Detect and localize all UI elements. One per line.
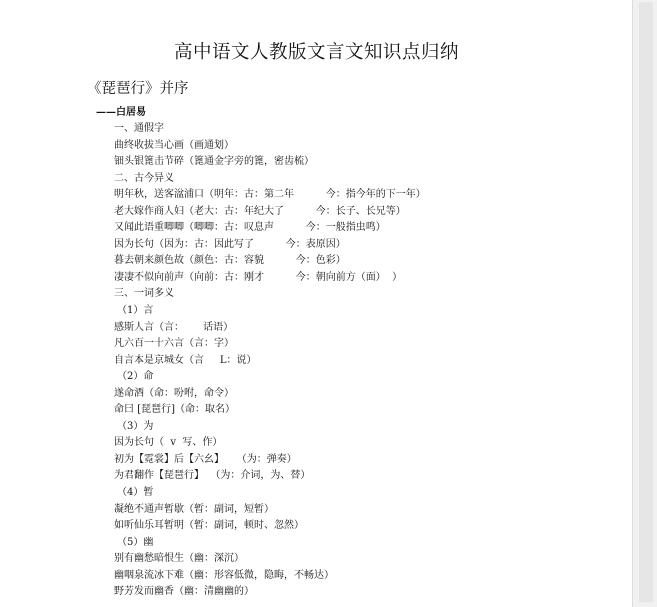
document-line: 因为长句（因为：古：因此写了 今：表原因） — [114, 238, 346, 250]
document-line: （1）言 — [117, 305, 154, 317]
document-line: 钿头银篦击节碎（篦通金字旁的篦，密齿梳） — [114, 156, 314, 168]
document-line: 遂命酒（命：吩咐，命令） — [114, 387, 234, 399]
document-line: 曲终收拔当心画（画通划） — [114, 139, 234, 151]
document-line: 二、古今异义 — [114, 172, 174, 184]
document-line: 一、通假字 — [114, 123, 164, 134]
document-author: ——白居易 — [96, 107, 146, 118]
document-line: 感斯人言（言： 话语） — [114, 321, 234, 333]
document-line: （3）为 — [117, 420, 154, 432]
document-line: 三、一词多义 — [114, 288, 174, 300]
document-body — [114, 121, 426, 601]
document-line: （4）暂 — [117, 487, 154, 499]
document-line: 命曰 [琵琶行]（命：取名） — [114, 404, 235, 416]
document-line: 凡六百一十六言（言：字） — [114, 338, 234, 350]
document-subtitle: 《琵琶行》并序 — [87, 81, 189, 97]
document-line: 初为【霓裳】后【六幺】 （为：弹奏） — [114, 453, 297, 465]
document-line: 又闻此语重唧唧（唧唧：古：叹息声 今：一般指虫鸣） — [114, 222, 386, 234]
document-line: 暮去朝来颜色故（颜色：古：容貌 今：色彩） — [114, 255, 346, 267]
document-line: 如听仙乐耳暂明（暂：副词，顿时、忽然） — [114, 520, 304, 532]
document-line: 野芳发而幽香（幽：清幽幽的） — [114, 586, 254, 598]
document-line: 老大嫁作商人妇（老大：古：年纪大了 今：长子、长兄等） — [114, 205, 406, 217]
document-line: 因为长句（ v 写、作） — [114, 437, 223, 449]
document-line: （5）幽 — [117, 536, 154, 548]
document-line: 凄凄不似向前声（向前：古：刚才 今：朝向前方（面） ） — [114, 271, 403, 283]
document-line: 幽咽泉流冰下难（幽：形容低微，隐晦，不畅达） — [114, 569, 334, 581]
vertical-scrollbar[interactable] — [632, 0, 657, 607]
document-line: 自言本是京城女（言 L：说） — [114, 354, 257, 366]
scrollbar-thumb[interactable] — [639, 2, 653, 602]
document-line: 别有幽愁暗恨生（幽：深沉） — [114, 553, 244, 565]
document-line: 凝绝不通声暂歇（暂：副词，短暂） — [114, 503, 274, 515]
document-line: 为君翻作【琵琶行】 （为：介词，为、替） — [114, 470, 311, 482]
document-title: 高中语文人教版文言文知识点归纳 — [173, 42, 459, 63]
document-line: 明年秋，送客湓浦口（明年：古：第二年 今：指今年的下一年） — [114, 189, 426, 201]
document-line: （2）命 — [117, 371, 154, 383]
